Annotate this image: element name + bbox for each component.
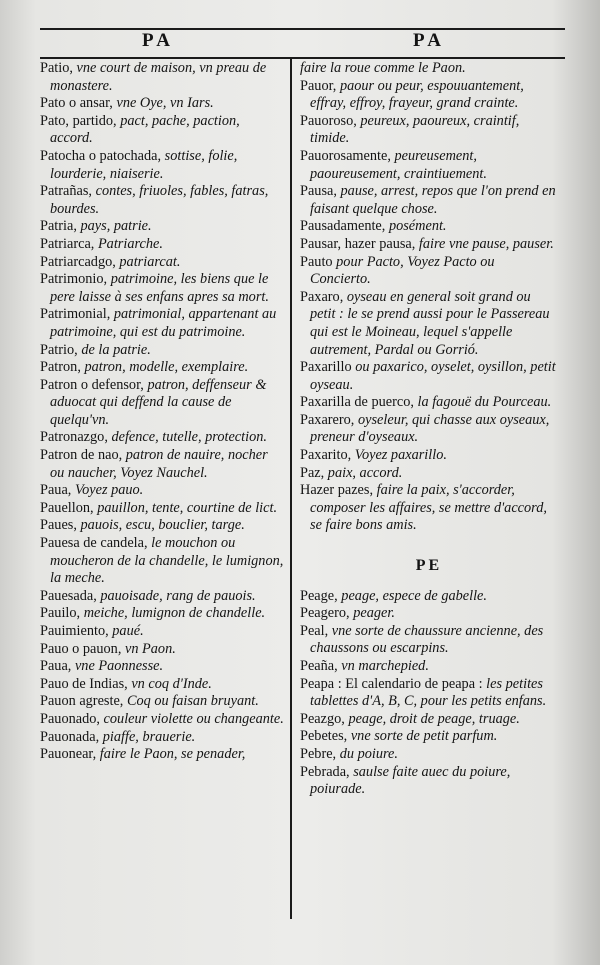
entry-translation: oyseau en general soit grand ou petit : le se prend aussi pour le Passereau qui est le Moineau, lequel s'appelle autrement, Pardal ou Gorrió. — [310, 288, 550, 358]
entry-headword: Peapa : El calendario de peapa : — [300, 675, 487, 692]
right-column — [300, 60, 558, 799]
entry-translation: peager. — [353, 605, 395, 622]
dictionary-entry — [40, 113, 284, 148]
dictionary-entry — [40, 342, 284, 360]
entry-translation: pour Pacto, Voyez Pacto ou Concierto. — [310, 253, 495, 288]
entry-headword: Pebrada, — [300, 763, 354, 780]
dictionary-entry — [300, 711, 558, 729]
entry-translation: vn Paon. — [124, 640, 176, 657]
dictionary-entry — [40, 236, 284, 254]
entry-translation: contes, friuoles, fables, fatras, bourdes. — [50, 183, 269, 217]
entry-translation: pays, patrie. — [80, 218, 152, 235]
entry-headword: Patrimonial, — [40, 306, 114, 323]
dictionary-entry — [300, 764, 558, 799]
dictionary-entry — [40, 746, 284, 764]
dictionary-entry — [40, 658, 284, 676]
entry-headword: Paz, — [300, 464, 328, 481]
dictionary-entry — [40, 148, 284, 183]
entry-headword: Patrañas, — [40, 183, 96, 200]
dictionary-entry — [40, 254, 284, 272]
entry-headword: Patocha o patochada, — [40, 147, 165, 164]
entry-translation: peureux, paoureux, craintif, timide. — [310, 112, 520, 147]
dictionary-entry — [300, 482, 558, 535]
dictionary-entry — [40, 306, 284, 341]
entry-headword: Patrio, — [40, 341, 82, 358]
entry-headword: Pauesada, — [40, 587, 101, 604]
dictionary-entry — [40, 60, 284, 95]
entry-headword: Patrimonio, — [40, 271, 111, 288]
entry-translation: vne Oye, vn Iars. — [116, 95, 214, 112]
left-column — [40, 60, 284, 764]
entry-headword: Paxarilla de puerco, — [300, 394, 418, 411]
dictionary-entry — [300, 746, 558, 764]
entry-translation: defence, tutelle, protection. — [111, 429, 267, 446]
dictionary-entry — [300, 394, 558, 412]
entry-headword: Peagero, — [300, 605, 354, 622]
dictionary-entry — [300, 728, 558, 746]
entry-translation: pauoisade, rang de pauois. — [100, 587, 256, 604]
dictionary-entry — [40, 95, 284, 113]
entry-translation: pause, arrest, repos que l'on prend en faisant quelque chose. — [310, 183, 556, 217]
entry-headword: Paxarillo — [300, 359, 356, 376]
entry-translation: faire la roue comme le Paon. — [300, 60, 466, 76]
entry-translation: saulse faite auec du poiure, poiurade. — [310, 763, 511, 798]
entry-headword: Pauto — [300, 253, 337, 270]
dictionary-entry — [40, 693, 284, 711]
entry-headword: Patronazgo, — [40, 429, 112, 446]
entry-headword: Pauo de Indias, — [40, 675, 132, 692]
entry-headword: Pauor, — [300, 77, 340, 94]
entry-headword: Pauesa de candela, — [40, 535, 152, 552]
entry-translation: peage, droit de peage, truage. — [348, 710, 520, 727]
entry-translation: pact, pache, paction, accord. — [50, 112, 240, 147]
entry-headword: Pauoroso, — [300, 112, 361, 129]
entry-translation: couleur violette ou changeante. — [103, 710, 284, 727]
column-divider — [290, 59, 292, 919]
entry-headword: Paxarito, — [300, 447, 355, 464]
entry-translation: vne court de maison, vn preau de monastere. — [50, 60, 267, 94]
entry-translation: faire vne pause, pauser. — [418, 235, 554, 252]
dictionary-entry — [40, 377, 284, 430]
entry-translation: patrimoine, les biens que le pere laisse à ses enfans apres sa mort. — [50, 271, 269, 305]
dictionary-entry — [300, 148, 558, 183]
entry-translation: faire la paix, s'accorder, composer les affaires, se mettre d'accord, se faire bons amis. — [310, 482, 547, 534]
entry-headword: Patron, — [40, 359, 85, 376]
dictionary-entry — [300, 676, 558, 711]
dictionary-entry — [40, 623, 284, 641]
entry-headword: Patriarcadgo, — [40, 253, 120, 270]
entry-headword: Pauonada, — [40, 728, 103, 745]
entry-translation: peureusement, paoureusement, craintiuement. — [310, 147, 487, 182]
dictionary-entry — [40, 218, 284, 236]
entry-headword: Pausar, hazer pausa, — [300, 235, 419, 252]
entry-translation: patrimonial, appartenant au patrimoine, qui est du patrimoine. — [50, 306, 277, 340]
entry-headword: Pebre, — [300, 745, 340, 762]
entry-translation: Coq ou faisan bruyant. — [126, 693, 259, 710]
entry-headword: Pauellon, — [40, 499, 98, 516]
entry-translation: Voyez paxarillo. — [354, 447, 447, 464]
dictionary-entry — [40, 676, 284, 694]
running-header — [0, 30, 600, 58]
header-left: PA — [142, 30, 174, 51]
entry-translation: Patriarche. — [97, 235, 163, 252]
entry-headword: Peal, — [300, 622, 332, 639]
dictionary-entry — [40, 729, 284, 747]
entry-headword: Peazgo, — [300, 710, 349, 727]
entry-translation: piaffe, brauerie. — [102, 728, 196, 745]
right-entries-pa — [300, 60, 558, 535]
entry-translation: vne sorte de petit parfum. — [350, 728, 498, 745]
dictionary-entry — [300, 183, 558, 218]
dictionary-entry — [300, 605, 558, 623]
entry-headword: Paxarero, — [300, 411, 358, 428]
entry-translation: patriarcat. — [119, 253, 181, 270]
right-entries-pe — [300, 588, 558, 799]
entry-headword: Pauimiento, — [40, 623, 113, 639]
dictionary-entry — [40, 711, 284, 729]
dictionary-entry — [300, 623, 558, 658]
header-right: PA — [413, 30, 445, 51]
entry-headword: Pauilo, — [40, 605, 84, 622]
entry-translation: pauillon, tente, courtine de lict. — [97, 499, 278, 516]
entry-headword: Peage, — [300, 587, 342, 604]
entry-translation: vn marchepied. — [341, 658, 429, 674]
entry-headword: Pauo o pauon, — [40, 640, 125, 657]
entry-translation: posément. — [388, 218, 447, 235]
dictionary-entry — [300, 658, 558, 676]
entry-translation: la fagouë du Pourceau. — [417, 394, 552, 411]
entry-translation: vne sorte de chaussure ancienne, des chaussons ou escarpins. — [310, 622, 544, 657]
entry-translation: vne Paonnesse. — [74, 658, 164, 675]
entry-translation: du poiure. — [339, 745, 398, 762]
dictionary-entry — [300, 218, 558, 236]
entry-headword: Paua, — [40, 482, 75, 499]
dictionary-entry — [40, 605, 284, 623]
entry-translation: peage, espece de gabelle. — [341, 587, 487, 604]
entry-headword: Peaña, — [300, 658, 342, 674]
entry-headword: Pebetes, — [300, 728, 351, 745]
entry-translation: patron, modelle, exemplaire. — [84, 359, 249, 376]
dictionary-entry — [40, 588, 284, 606]
entry-translation: de la patrie. — [81, 341, 151, 358]
dictionary-entry — [300, 254, 558, 289]
header-rule — [40, 57, 565, 59]
entry-headword: Pato, partido, — [40, 112, 121, 129]
entry-headword: Pausa, — [300, 183, 341, 200]
entry-translation: les petites tablettes d'A, B, C, pour les petits enfans. — [310, 675, 547, 710]
entry-headword: Paues, — [40, 517, 81, 534]
dictionary-entry — [300, 236, 558, 254]
entry-translation: oyseleur, qui chasse aux oyseaux, preneur d'oyseaux. — [310, 411, 550, 446]
section-heading-pe: PE — [415, 557, 443, 575]
dictionary-entry — [40, 517, 284, 535]
entry-translation: patron de nauire, nocher ou naucher, Voyez Nauchel. — [50, 447, 268, 481]
entry-headword: Patriarca, — [40, 235, 98, 252]
dictionary-entry — [300, 588, 558, 606]
entry-headword: Patron o defensor, — [40, 376, 148, 393]
dictionary-entry — [300, 289, 558, 359]
dictionary-entry — [40, 482, 284, 500]
entry-headword: Pauonear, — [40, 746, 100, 763]
entry-translation: pauois, escu, bouclier, targe. — [80, 517, 245, 534]
entry-translation: patron, deffenseur & aduocat qui deffend la cause de quelqu'vn. — [50, 376, 267, 428]
dictionary-entry — [40, 429, 284, 447]
entry-headword: Pato o ansar, — [40, 95, 117, 112]
entry-headword: Pauonado, — [40, 710, 104, 727]
entry-translation: ou paxarico, oyselet, oysillon, petit oyseau. — [310, 359, 556, 393]
entry-headword: Hazer pazes, — [300, 482, 377, 499]
dictionary-entry — [40, 183, 284, 218]
dictionary-entry — [40, 271, 284, 306]
entry-translation: paour ou peur, espouuantement, effray, effroy, frayeur, grand crainte. — [310, 77, 524, 112]
entry-headword: Paxaro, — [300, 288, 347, 305]
entry-headword: Pausadamente, — [300, 218, 389, 235]
entry-translation: sottise, folie, lourderie, niaiserie. — [50, 147, 238, 182]
entry-translation: faire le Paon, se penader, — [99, 746, 246, 763]
dictionary-entry — [300, 465, 558, 483]
dictionary-entry — [40, 535, 284, 588]
entry-translation: paix, accord. — [327, 464, 403, 481]
dictionary-entry — [300, 60, 558, 78]
entry-translation: paué. — [112, 623, 144, 639]
entry-translation: Voyez pauo. — [74, 482, 144, 499]
entry-headword: Patio, — [40, 60, 77, 76]
dictionary-entry — [40, 500, 284, 518]
entry-headword: Patron de nao, — [40, 447, 126, 464]
entry-headword: Patria, — [40, 218, 81, 235]
dictionary-entry — [300, 447, 558, 465]
entry-headword: Pauorosamente, — [300, 147, 395, 164]
entry-translation: le mouchon ou moucheron de la chandelle, le lumignon, la meche. — [50, 535, 284, 587]
dictionary-entry — [40, 447, 284, 482]
dictionary-entry — [300, 412, 558, 447]
dictionary-entry — [300, 78, 558, 113]
entry-headword: Pauon agreste, — [40, 693, 127, 710]
entry-headword: Paua, — [40, 658, 75, 675]
dictionary-entry — [300, 113, 558, 148]
entry-translation: vn coq d'Inde. — [131, 675, 212, 692]
entry-translation: meiche, lumignon de chandelle. — [83, 605, 266, 622]
dictionary-entry — [40, 359, 284, 377]
dictionary-entry — [40, 641, 284, 659]
dictionary-entry — [300, 359, 558, 394]
